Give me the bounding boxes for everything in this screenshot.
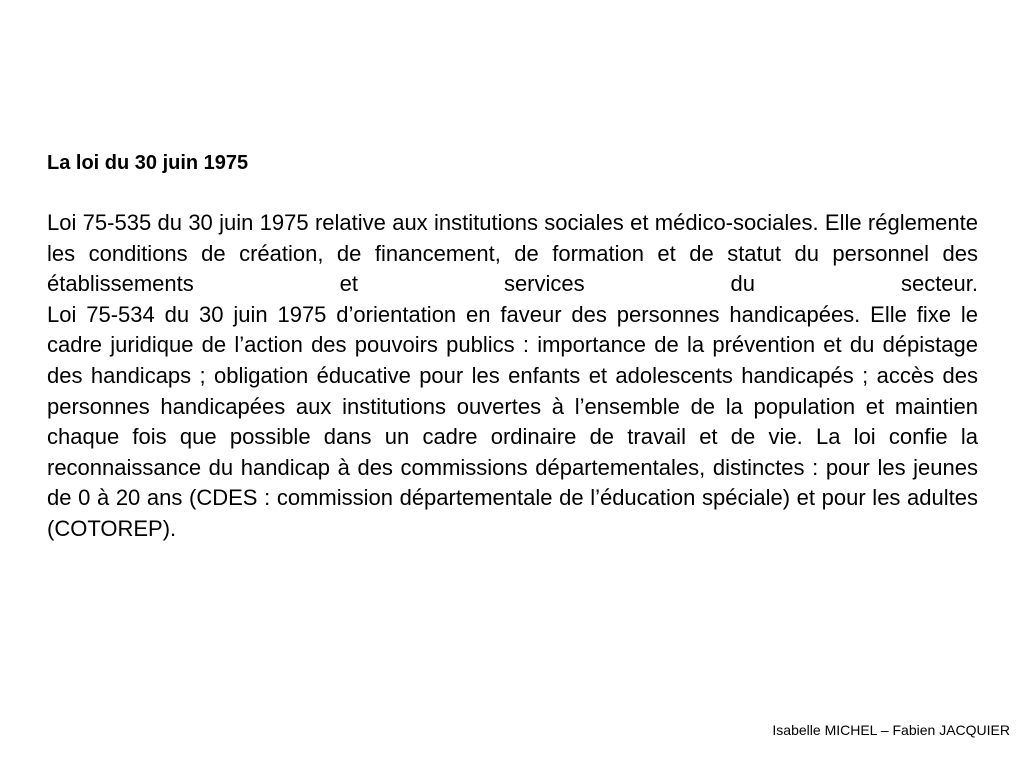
footer-authors: Isabelle MICHEL – Fabien JACQUIER xyxy=(772,722,1010,738)
paragraph-loi-75-535: Loi 75-535 du 30 juin 1975 relative aux institutions sociales et médico-sociales. Elle réglemente les conditions de création, de financement, de formation et de statut du personnel des établissements et services du secteur. xyxy=(47,210,978,297)
paragraph-loi-75-534: Loi 75-534 du 30 juin 1975 d’orientation en faveur des personnes handicapées. Elle fixe le cadre juridique de l’action des pouvoirs publics : importance de la prévention et du dépistage des handicaps ; obligation éducative pour les enfants et adolescents handicapés ; accès des personnes handicapées aux institutions ouvertes à l’ensemble de la population et maintien chaque fois que possible dans un cadre ordinaire de travail et de vie. La loi confie la reconnaissance du handicap à des commissions départementales, distinctes : pour les jeunes de 0 à 20 ans (CDES : commission départementale de l’éducation spéciale) et pour les adultes (COTOREP). xyxy=(47,301,978,541)
slide-content xyxy=(47,148,978,545)
spacer xyxy=(47,178,978,208)
slide-title: La loi du 30 juin 1975 xyxy=(47,152,249,174)
body-text xyxy=(47,208,978,545)
